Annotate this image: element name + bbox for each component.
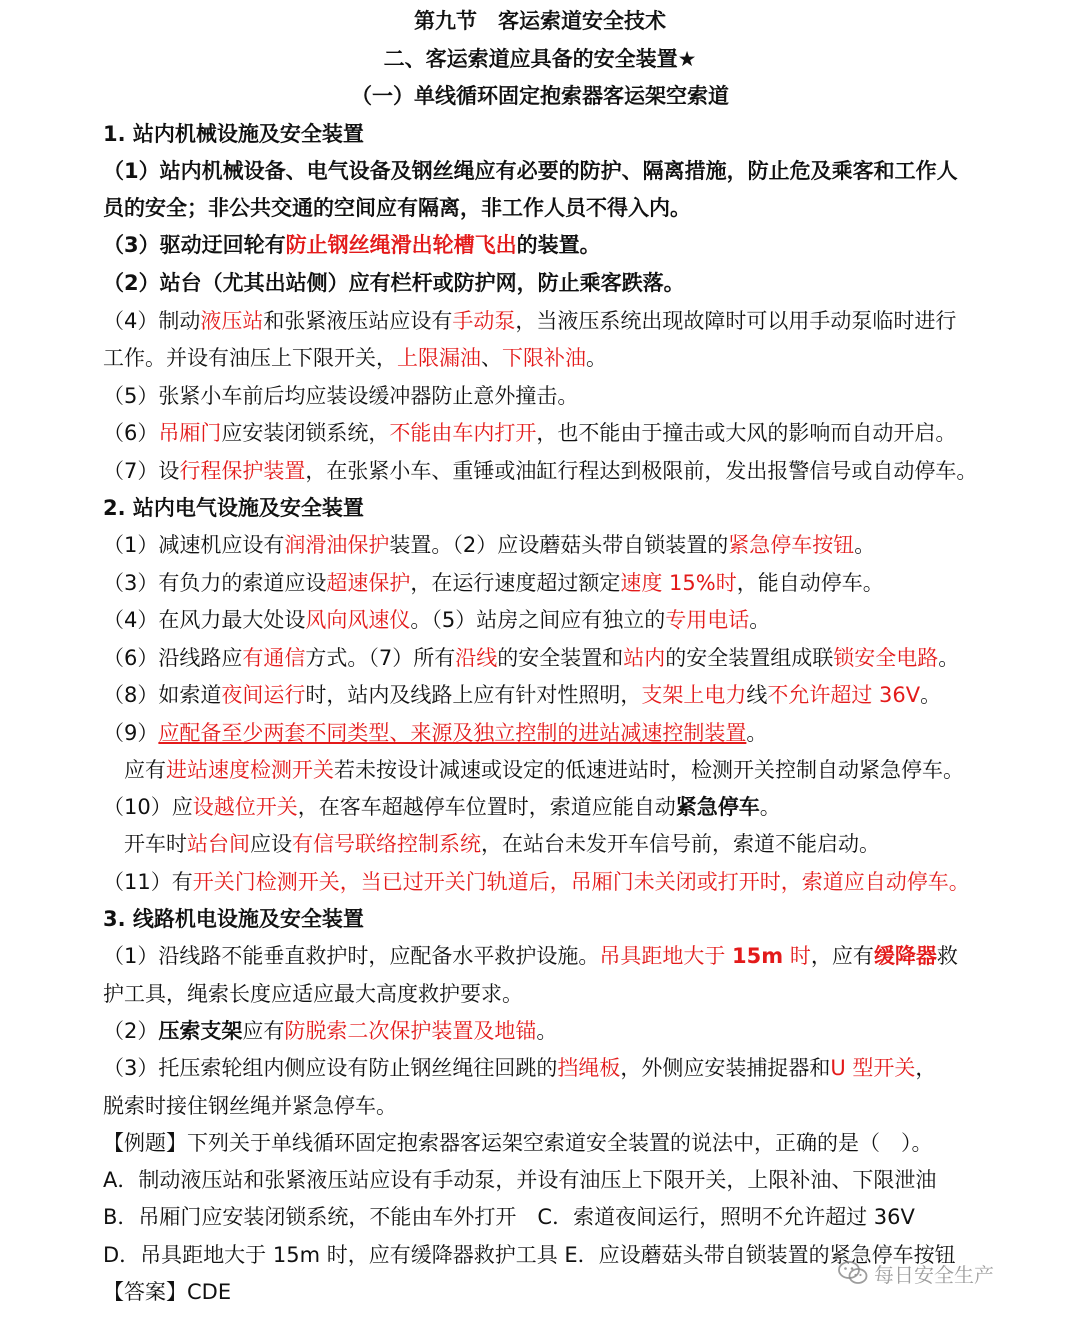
text: （6）沿线路应 <box>103 646 243 670</box>
text: 。 <box>854 533 876 557</box>
heading-2: 2. 站内电气设施及安全装置 <box>103 496 364 520</box>
s3-item-3-line1 <box>103 1055 1080 1081</box>
emphasis: 紧急停车 <box>675 795 760 819</box>
s3-item-2 <box>103 1018 1080 1044</box>
s2-item-3 <box>103 570 1080 596</box>
text: 的装置。 <box>516 233 601 257</box>
s3-item-3-line2: 脱索时接住钢丝绳并紧急停车。 <box>103 1094 397 1118</box>
highlight: 行程保护装置 <box>179 459 306 483</box>
highlight: U 型开关 <box>830 1056 916 1080</box>
text: ，应有 <box>810 944 874 968</box>
highlight: 有通信 <box>242 646 306 670</box>
highlight: 手动泵 <box>452 309 516 333</box>
text: 线 <box>746 683 768 707</box>
text: （3）有负力的索道应设 <box>103 571 327 595</box>
text: 。 <box>746 721 768 745</box>
text: ， <box>915 1056 937 1080</box>
heading-3: 3. 线路机电设施及安全装置 <box>103 907 364 931</box>
highlight: 沿线 <box>455 646 498 670</box>
highlight: 开关门检测开关，当已过开关门轨道后，吊厢门未关闭或打开时，索道应自动停车。 <box>192 870 970 894</box>
text: （1）沿线路不能垂直救护时，应配备水平救护设施。 <box>103 944 600 968</box>
highlight: 缓降器 <box>873 944 937 968</box>
text: （3）托压索轮组内侧应设有防止钢丝绳往回跳的 <box>103 1056 558 1080</box>
s1-item-7 <box>103 458 1080 484</box>
text: （4）制动 <box>103 309 201 333</box>
text: （6） <box>103 421 159 445</box>
s3-item-1-line1 <box>103 943 1080 969</box>
text: 开车时 <box>124 832 187 856</box>
text: 工作。并设有油压上下限开关， <box>103 346 397 370</box>
text: 。 <box>586 346 607 370</box>
text: ，在客车超越停车位置时，索道应能自动 <box>297 795 676 819</box>
highlight: 有信号联络控制系统 <box>292 832 481 856</box>
text: ，能自动停车。 <box>736 571 884 595</box>
highlight: 防止钢丝绳滑出轮槽飞出 <box>285 233 517 257</box>
s2-item-4-5 <box>103 607 1080 633</box>
text: 方式。（7）所有 <box>305 646 456 670</box>
text: ，在张紧小车、重锤或油缸行程达到极限前，发出报警信号或自动停车。 <box>305 459 978 483</box>
wechat-icon <box>838 1260 868 1286</box>
s1-item-3 <box>103 232 1080 258</box>
s1-item-4-line1 <box>103 308 1080 334</box>
highlight: 站内 <box>623 646 666 670</box>
text: 应设 <box>250 832 292 856</box>
example-option-bc: B．吊厢门应安装闭锁系统，不能由车外打开 C．索道夜间运行，照明不允许超过 36V <box>103 1205 915 1229</box>
highlight: 超速保护 <box>326 571 411 595</box>
highlight: 防脱索二次保护装置及地锚 <box>284 1019 537 1043</box>
text: （8）如索道 <box>103 683 222 707</box>
text: 。 <box>759 795 781 819</box>
text: （10）应 <box>103 795 193 819</box>
highlight: 专用电话 <box>665 608 750 632</box>
s2-item-10 <box>103 794 1080 820</box>
text: （9） <box>103 721 159 745</box>
s2-item-8 <box>103 682 1080 708</box>
watermark <box>838 1258 994 1288</box>
highlight: 进站速度检测开关 <box>166 758 334 782</box>
s1-item-4-line2 <box>103 345 1080 371</box>
heading-1: 1. 站内机械设施及安全装置 <box>103 122 364 146</box>
example-question: 【例题】下列关于单线循环固定抱索器客运架空索道安全装置的说法中，正确的是（ ）。 <box>103 1131 933 1155</box>
text: 。（5）站房之间应有独立的 <box>410 608 666 632</box>
highlight: 夜间运行 <box>221 683 306 707</box>
example-answer: 【答案】CDE <box>103 1280 232 1304</box>
text: 的安全装置组成联 <box>665 646 834 670</box>
highlight: 锁安全电路 <box>833 646 939 670</box>
s1-item-2: （2）站台（尤其出站侧）应有栏杆或防护网，防止乘客跌落。 <box>103 271 685 295</box>
text: ，也不能由于撞击或大风的影响而自动开启。 <box>536 421 957 445</box>
highlight: 下限补油 <box>502 346 586 370</box>
text: 和张紧液压站应设有 <box>263 309 453 333</box>
text: 。 <box>920 683 942 707</box>
text: （1）减速机应设有 <box>103 533 285 557</box>
subsubsection-title: （一）单线循环固定抱索器客运架空索道 <box>351 84 729 108</box>
text: 若未按设计减速或设定的低速进站时，检测开关控制自动紧急停车。 <box>334 758 964 782</box>
text: 。 <box>938 646 960 670</box>
text: （2） <box>103 1019 159 1043</box>
s3-item-1-line2: 护工具，绳索长度应适应最大高度救护要求。 <box>103 982 523 1006</box>
highlight: 风向风速仪 <box>305 608 411 632</box>
highlight: 上限漏油 <box>397 346 481 370</box>
s2-item-6-7 <box>103 645 1080 671</box>
s2-item-10b <box>124 831 1080 857</box>
subsection-title: 二、客运索道应具备的安全装置★ <box>383 47 697 71</box>
text: 、 <box>481 346 502 370</box>
highlight: 时 <box>783 944 811 968</box>
highlight: 液压站 <box>200 309 264 333</box>
text: ，外侧应安装捕捉器和 <box>620 1056 831 1080</box>
highlight: 设越位开关 <box>192 795 298 819</box>
highlight: 吊具距地大于 <box>599 944 733 968</box>
highlight: 站台间 <box>187 832 250 856</box>
emphasis: 压索支架 <box>158 1019 243 1043</box>
text: 装置。（2）应设蘑菇头带自锁装置的 <box>389 533 729 557</box>
s1-item-1-line1: （1）站内机械设备、电气设备及钢丝绳应有必要的防护、隔离措施，防止危及乘客和工作人 <box>103 159 958 183</box>
example-option-de: D．吊具距地大于 15m 时，应有缓降器救护工具 E．应设蘑菇头带自锁装置的紧急停车按钮 <box>103 1243 956 1267</box>
s2-item-11 <box>103 869 1080 895</box>
text: 。 <box>749 608 771 632</box>
text: （3）驱动迂回轮有 <box>103 233 286 257</box>
text: 时，站内及线路上应有针对性照明， <box>305 683 642 707</box>
highlight: 支架上电力 <box>641 683 747 707</box>
s1-item-1-line2: 员的安全；非公共交通的空间应有隔离，非工作人员不得入内。 <box>103 196 691 220</box>
text: 应有 <box>124 758 166 782</box>
highlight: 挡绳板 <box>557 1056 621 1080</box>
highlight: 吊厢门 <box>158 421 222 445</box>
s2-item-1-2 <box>103 532 1080 558</box>
text: （4）在风力最大处设 <box>103 608 306 632</box>
highlight: 15m <box>732 944 784 968</box>
highlight: 速度 15%时 <box>620 571 737 595</box>
text: ，在运行速度超过额定 <box>410 571 621 595</box>
watermark-text: 每日安全生产 <box>874 1262 994 1287</box>
text: 救 <box>936 944 958 968</box>
section-title: 第九节 客运索道安全技术 <box>414 9 666 33</box>
text: 应安装闭锁系统， <box>221 421 390 445</box>
example-option-a: A．制动液压站和张紧液压站应设有手动泵，并设有油压上下限开关，上限补油、下限泄油 <box>103 1168 937 1192</box>
highlight: 不能由车内打开 <box>389 421 537 445</box>
s2-item-9 <box>103 720 1080 746</box>
s1-item-5: （5）张紧小车前后均应装设缓冲器防止意外撞击。 <box>103 384 579 408</box>
text: ，当液压系统出现故障时可以用手动泵临时进行 <box>515 309 957 333</box>
text: ，在站台未发开车信号前，索道不能启动。 <box>481 832 880 856</box>
highlight: 紧急停车按钮 <box>728 533 855 557</box>
s1-item-6 <box>103 420 1080 446</box>
text: 应有 <box>242 1019 285 1043</box>
text: 的安全装置和 <box>497 646 624 670</box>
highlight: 润滑油保护 <box>284 533 390 557</box>
s2-item-9b <box>124 757 1080 783</box>
highlight: 不允许超过 36V <box>767 683 921 707</box>
text: （11）有 <box>103 870 193 894</box>
text: 。 <box>536 1019 558 1043</box>
text: （7）设 <box>103 459 180 483</box>
highlight: 应配备至少两套不同类型、来源及独立控制的进站减速控制装置 <box>158 721 747 745</box>
